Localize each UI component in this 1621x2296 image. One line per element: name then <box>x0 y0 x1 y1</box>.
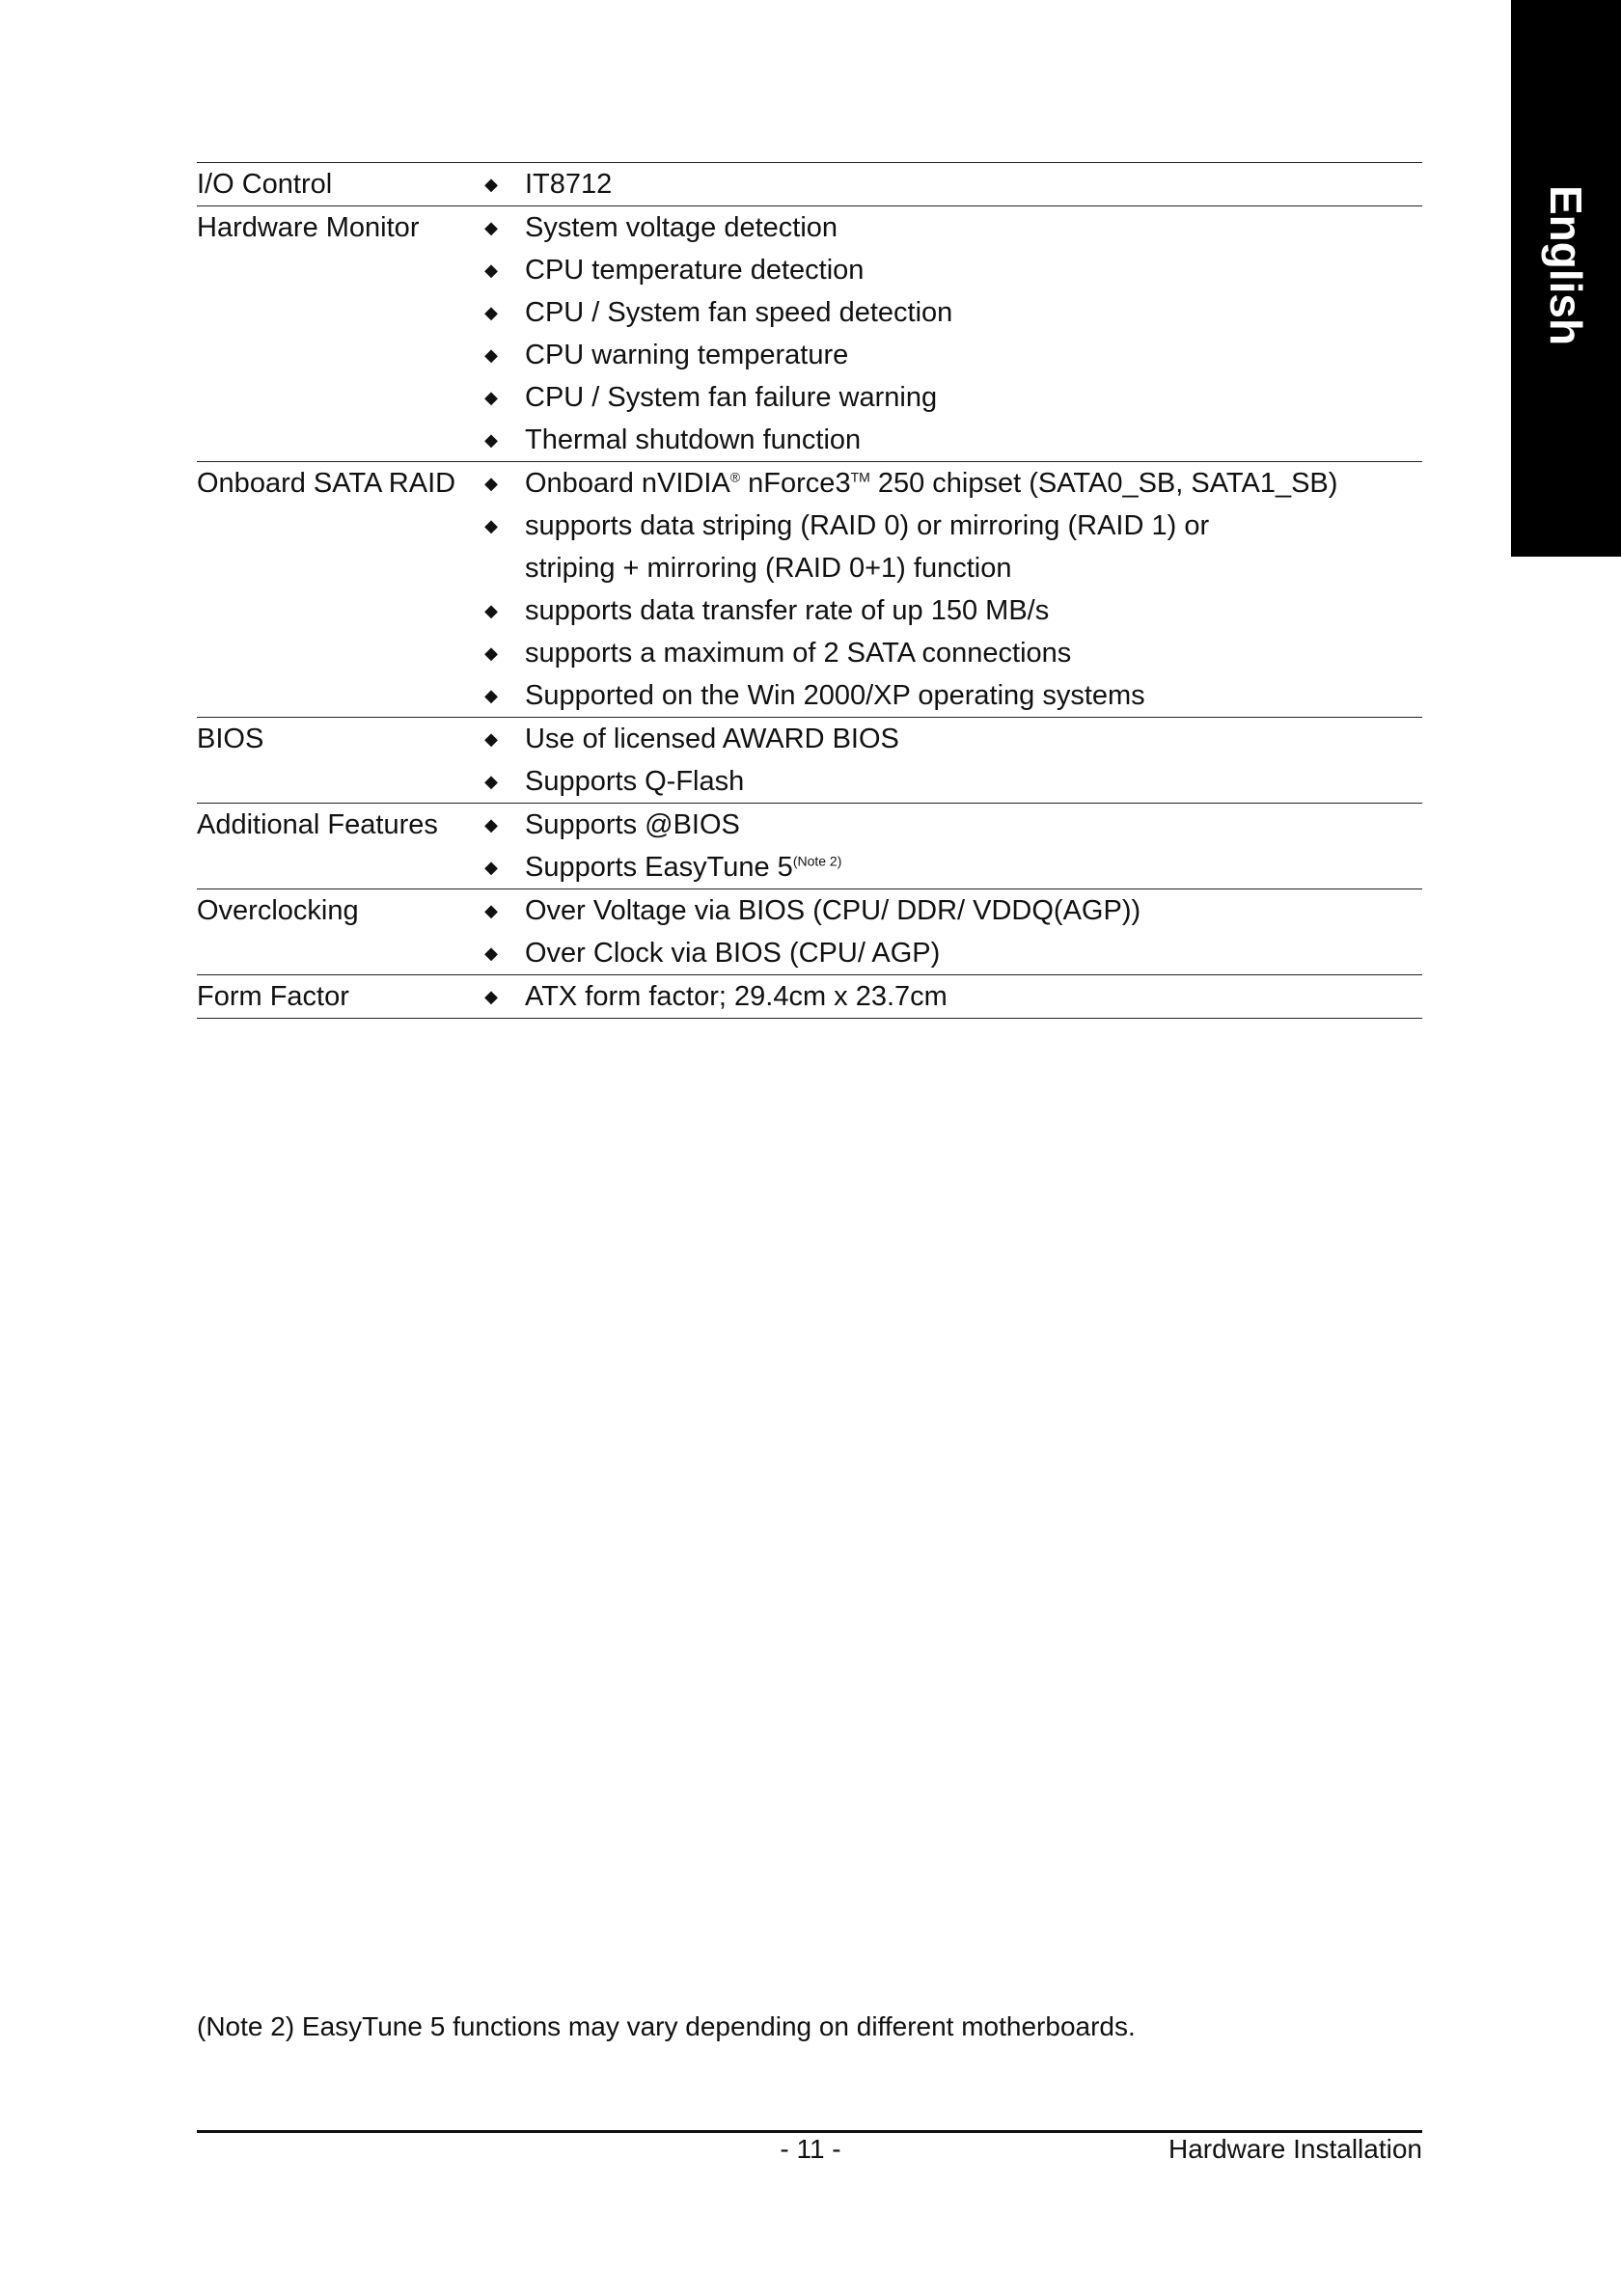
spec-item-text <box>525 846 1422 888</box>
spec-items <box>457 975 1422 1018</box>
diamond-bullet-icon: ◆ <box>484 601 498 620</box>
spec-row <box>197 163 1422 206</box>
spec-item <box>457 975 1422 1018</box>
diamond-bullet-icon: ◆ <box>484 815 498 834</box>
spec-label: I/O Control <box>197 169 333 200</box>
spec-item <box>457 804 1422 846</box>
footer-section-title: Hardware Installation <box>1168 2134 1422 2164</box>
spec-item-text: supports a maximum of 2 SATA connections <box>525 638 1072 669</box>
spec-item-text: Supported on the Win 2000/XP operating systems <box>525 680 1145 711</box>
specification-table <box>197 162 1422 1019</box>
diamond-bullet-icon: ◆ <box>484 943 498 963</box>
diamond-bullet-icon: ◆ <box>484 643 498 663</box>
spec-label: Overclocking <box>197 895 359 926</box>
spec-item-text: CPU warning temperature <box>525 340 849 370</box>
superscript-mark: (Note 2) <box>792 853 842 869</box>
diamond-bullet-icon: ◆ <box>484 516 498 535</box>
spec-item <box>457 462 1422 505</box>
text-segment: Onboard nVIDIA <box>525 468 730 499</box>
diamond-bullet-icon: ◆ <box>484 303 498 322</box>
spec-item-text: CPU / System fan failure warning <box>525 382 938 413</box>
spec-item <box>457 760 1422 803</box>
spec-item <box>457 674 1422 717</box>
spec-label: Form Factor <box>197 981 349 1012</box>
diamond-bullet-icon: ◆ <box>484 772 498 791</box>
diamond-bullet-icon: ◆ <box>484 987 498 1006</box>
spec-item-text: Supports @BIOS <box>525 809 740 840</box>
spec-item-text: supports data transfer rate of up 150 MB/s <box>525 595 1050 626</box>
spec-item-text: Use of licensed AWARD BIOS <box>525 724 899 754</box>
spec-item <box>457 632 1422 674</box>
spec-label: Additional Features <box>197 809 438 840</box>
spec-items <box>457 718 1422 803</box>
spec-item <box>457 547 1422 589</box>
spec-item <box>457 334 1422 376</box>
spec-item-text: Thermal shutdown function <box>525 424 862 455</box>
spec-item <box>457 376 1422 419</box>
diamond-bullet-icon: ◆ <box>484 901 498 920</box>
spec-item-text: supports data striping (RAID 0) or mirroring (RAID 1) or <box>525 510 1210 541</box>
spec-item <box>457 249 1422 291</box>
spec-item <box>457 589 1422 632</box>
spec-item <box>457 889 1422 932</box>
diamond-bullet-icon: ◆ <box>484 858 498 877</box>
spec-item-text: CPU / System fan speed detection <box>525 297 953 328</box>
spec-row <box>197 889 1422 975</box>
spec-item-text: striping + mirroring (RAID 0+1) function <box>525 553 1012 584</box>
diamond-bullet-icon: ◆ <box>484 729 498 749</box>
spec-items <box>457 804 1422 888</box>
spec-label: BIOS <box>197 724 264 754</box>
spec-item <box>457 846 1422 888</box>
spec-item <box>457 932 1422 974</box>
diamond-bullet-icon: ◆ <box>484 474 498 493</box>
spec-item <box>457 163 1422 205</box>
spec-item <box>457 505 1422 547</box>
spec-items <box>457 889 1422 974</box>
language-tab-label: English <box>1541 184 1591 346</box>
diamond-bullet-icon: ◆ <box>484 388 498 407</box>
spec-item-text: ATX form factor; 29.4cm x 23.7cm <box>525 981 948 1012</box>
spec-row <box>197 804 1422 889</box>
spec-item-text: Over Voltage via BIOS (CPU/ DDR/ VDDQ(AGP)) <box>525 895 1141 926</box>
spec-item-text: CPU temperature detection <box>525 255 865 286</box>
text-segment: 250 chipset (SATA0_SB, SATA1_SB) <box>869 468 1338 499</box>
diamond-bullet-icon: ◆ <box>484 218 498 237</box>
spec-item-text: Supports Q-Flash <box>525 766 745 797</box>
spec-label: Hardware Monitor <box>197 212 420 243</box>
text-segment: Supports EasyTune 5 <box>525 852 793 883</box>
spec-item <box>457 291 1422 334</box>
superscript-mark: TM <box>850 469 870 485</box>
spec-row <box>197 206 1422 462</box>
diamond-bullet-icon: ◆ <box>484 430 498 450</box>
superscript-mark: ® <box>729 469 741 485</box>
spec-row <box>197 462 1422 718</box>
spec-label: Onboard SATA RAID <box>197 468 456 499</box>
page-number: - 11 - <box>780 2134 841 2164</box>
spec-item <box>457 206 1422 249</box>
spec-item <box>457 419 1422 461</box>
spec-row <box>197 718 1422 804</box>
diamond-bullet-icon: ◆ <box>484 686 498 705</box>
diamond-bullet-icon: ◆ <box>484 260 498 280</box>
spec-item-text: Over Clock via BIOS (CPU/ AGP) <box>525 938 941 969</box>
spec-item-text: IT8712 <box>525 169 613 200</box>
diamond-bullet-icon: ◆ <box>484 345 498 365</box>
spec-item-text <box>525 462 1422 505</box>
diamond-bullet-icon: ◆ <box>484 175 498 194</box>
footer-divider <box>197 2130 1422 2133</box>
spec-items <box>457 462 1422 717</box>
language-tab <box>1511 0 1621 557</box>
spec-row <box>197 975 1422 1019</box>
spec-items <box>457 206 1422 461</box>
spec-items <box>457 163 1422 205</box>
spec-item <box>457 718 1422 760</box>
text-segment: nForce3 <box>740 468 851 499</box>
spec-item-text: System voltage detection <box>525 212 838 243</box>
footnote: (Note 2) EasyTune 5 functions may vary depending on different motherboards. <box>197 2011 1136 2041</box>
